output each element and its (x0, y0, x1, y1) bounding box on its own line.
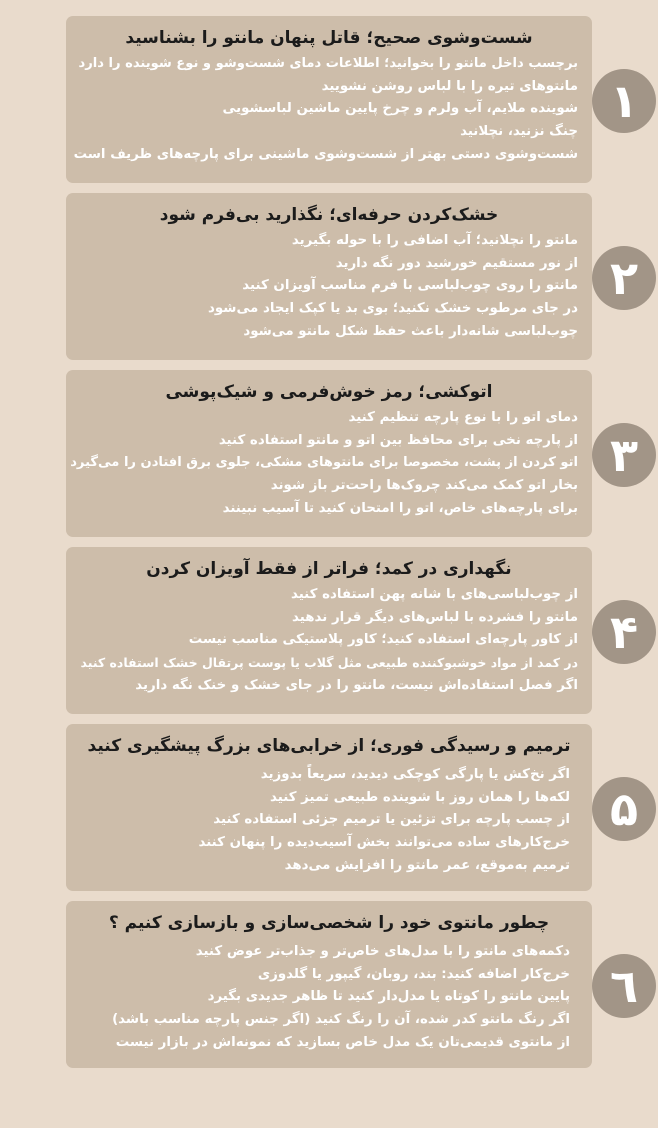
tip-line: بخار اتو کمک می‌کند چروک‌ها راحت‌تر باز شوند (270, 478, 578, 494)
section-tips (70, 407, 578, 521)
tip-line: اتو کردن از پشت، مخصوصا برای مانتوهای مشکی، جلوی برق افتادن را می‌گیرد (70, 455, 578, 471)
section-card-1 (66, 16, 592, 183)
section-card-5 (66, 724, 592, 891)
section-number-badge: ۴ (592, 600, 656, 664)
section-tips (70, 764, 570, 878)
tip-line: از کاور پارچه‌ای استفاده کنید؛ کاور پلاستیکی مناسب نیست (188, 632, 578, 648)
tip-line: از مانتوی قدیمی‌تان یک مدل خاص بسازید که نمونه‌اش در بازار نیست (115, 1034, 570, 1050)
tip-line: مانتو را نچلانید؛ آب اضافی را با حوله بگیرید (291, 233, 578, 248)
tip-line: لکه‌ها را همان روز با شوینده طبیعی تمیز کنید (270, 789, 570, 805)
section-title: اتوکشی؛ رمز خوش‌فرمی و شیک‌پوشی (165, 382, 493, 402)
section-card-2 (66, 193, 592, 360)
section-title: چطور مانتوی خود را شخصی‌سازی و بازسازی کنیم ؟ (108, 913, 550, 933)
tip-line: پایین مانتو را کوتاه یا مدل‌دار کنید تا ظاهر جدیدی بگیرد (207, 989, 570, 1005)
tip-line: از نور مستقیم خورشید دور نگه دارید (335, 255, 578, 271)
tip-line: از پارچه نخی برای محافظ بین اتو و مانتو استفاده کنید (218, 432, 578, 448)
section-title: شست‌وشوی صحیح؛ قاتل پنهان مانتو را بشناسید (125, 28, 533, 48)
section-tips (70, 230, 578, 344)
tip-line: اگر فصل استفاده‌اش نیست، مانتو را در جای خشک و خنک نگه دارید (135, 677, 578, 693)
tip-line: اگر رنگ مانتو کدر شده، آن را رنگ کنید (اگر جنس پارچه مناسب باشد) (112, 1012, 570, 1028)
tip-line: در جای مرطوب خشک نکنید؛ بوی بد یا کپک ایجاد می‌شود (208, 301, 578, 317)
tip-line: چوب‌لباسی شانه‌دار باعث حفظ شکل مانتو می‌شود (243, 323, 578, 339)
section-number-badge: ۳ (592, 423, 656, 487)
tip-line: دکمه‌های مانتو را با مدل‌های خاص‌تر و جذاب‌تر عوض کنید (195, 944, 570, 959)
tip-line: از چوب‌لباسی‌های با شانه پهن استفاده کنید (290, 587, 578, 602)
section-card-3 (66, 370, 592, 537)
tip-line: خرج‌کارهای ساده می‌توانند بخش آسیب‌دیده را پنهان کنند (198, 835, 570, 851)
tip-line: ترمیم به‌موقع، عمر مانتو را افزایش می‌دهد (284, 857, 570, 873)
tip-line: شوینده ملایم، آب ولرم و چرخ پایین ماشین لباسشویی (222, 101, 578, 117)
section-number-badge: ۵ (592, 777, 656, 841)
tip-line: اگر نخ‌کش یا پارگی کوچکی دیدید، سریعاً بدوزید (260, 767, 570, 782)
tip-line: چنگ نزنید، نچلانید (460, 124, 578, 140)
tip-line: دمای اتو را با نوع پارچه تنظیم کنید (348, 410, 578, 425)
section-number-badge: ۲ (592, 246, 656, 310)
section-title: نگهداری در کمد؛ فراتر از فقط آویزان کردن (146, 559, 512, 579)
tip-line: خرج‌کار اضافه کنید: بند، روبان، گیپور یا گلدوزی (257, 966, 570, 982)
tip-line: مانتوهای تیره را با لباس روشن نشویید (321, 78, 578, 94)
section-card-6 (66, 901, 592, 1068)
tip-line: مانتو را روی چوب‌لباسی با فرم مناسب آویزان کنید (242, 278, 578, 294)
tip-line: برای پارچه‌های خاص، اتو را امتحان کنید تا آسیب نبینند (222, 500, 578, 516)
tip-line: شست‌وشوی دستی بهتر از شست‌وشوی ماشینی برای پارچه‌های ظریف است (73, 146, 578, 162)
tip-line: از چسب پارچه برای تزئین یا ترمیم جزئی استفاده کنید (213, 812, 570, 828)
section-tips (70, 941, 570, 1055)
tip-line: مانتو را فشرده با لباس‌های دیگر قرار ندهید (292, 609, 578, 625)
section-number-badge: ٦ (592, 954, 656, 1018)
section-title: خشک‌کردن حرفه‌ای؛ نگذارید بی‌فرم شود (159, 205, 499, 225)
section-tips (70, 53, 578, 167)
section-title: ترمیم و رسیدگی فوری؛ از خرابی‌های بزرگ پیشگیری کنید (87, 736, 571, 756)
section-card-4 (66, 547, 592, 714)
section-number-badge: ۱ (592, 69, 656, 133)
section-tips (70, 584, 578, 698)
tip-line: برچسب داخل مانتو را بخوانید؛ اطلاعات دمای شست‌وشو و نوع شوینده را دارد (78, 56, 578, 71)
tip-line: در کمد از مواد خوشبوکننده طبیعی مثل گلاب یا پوست پرتقال خشک استفاده کنید (80, 655, 578, 671)
